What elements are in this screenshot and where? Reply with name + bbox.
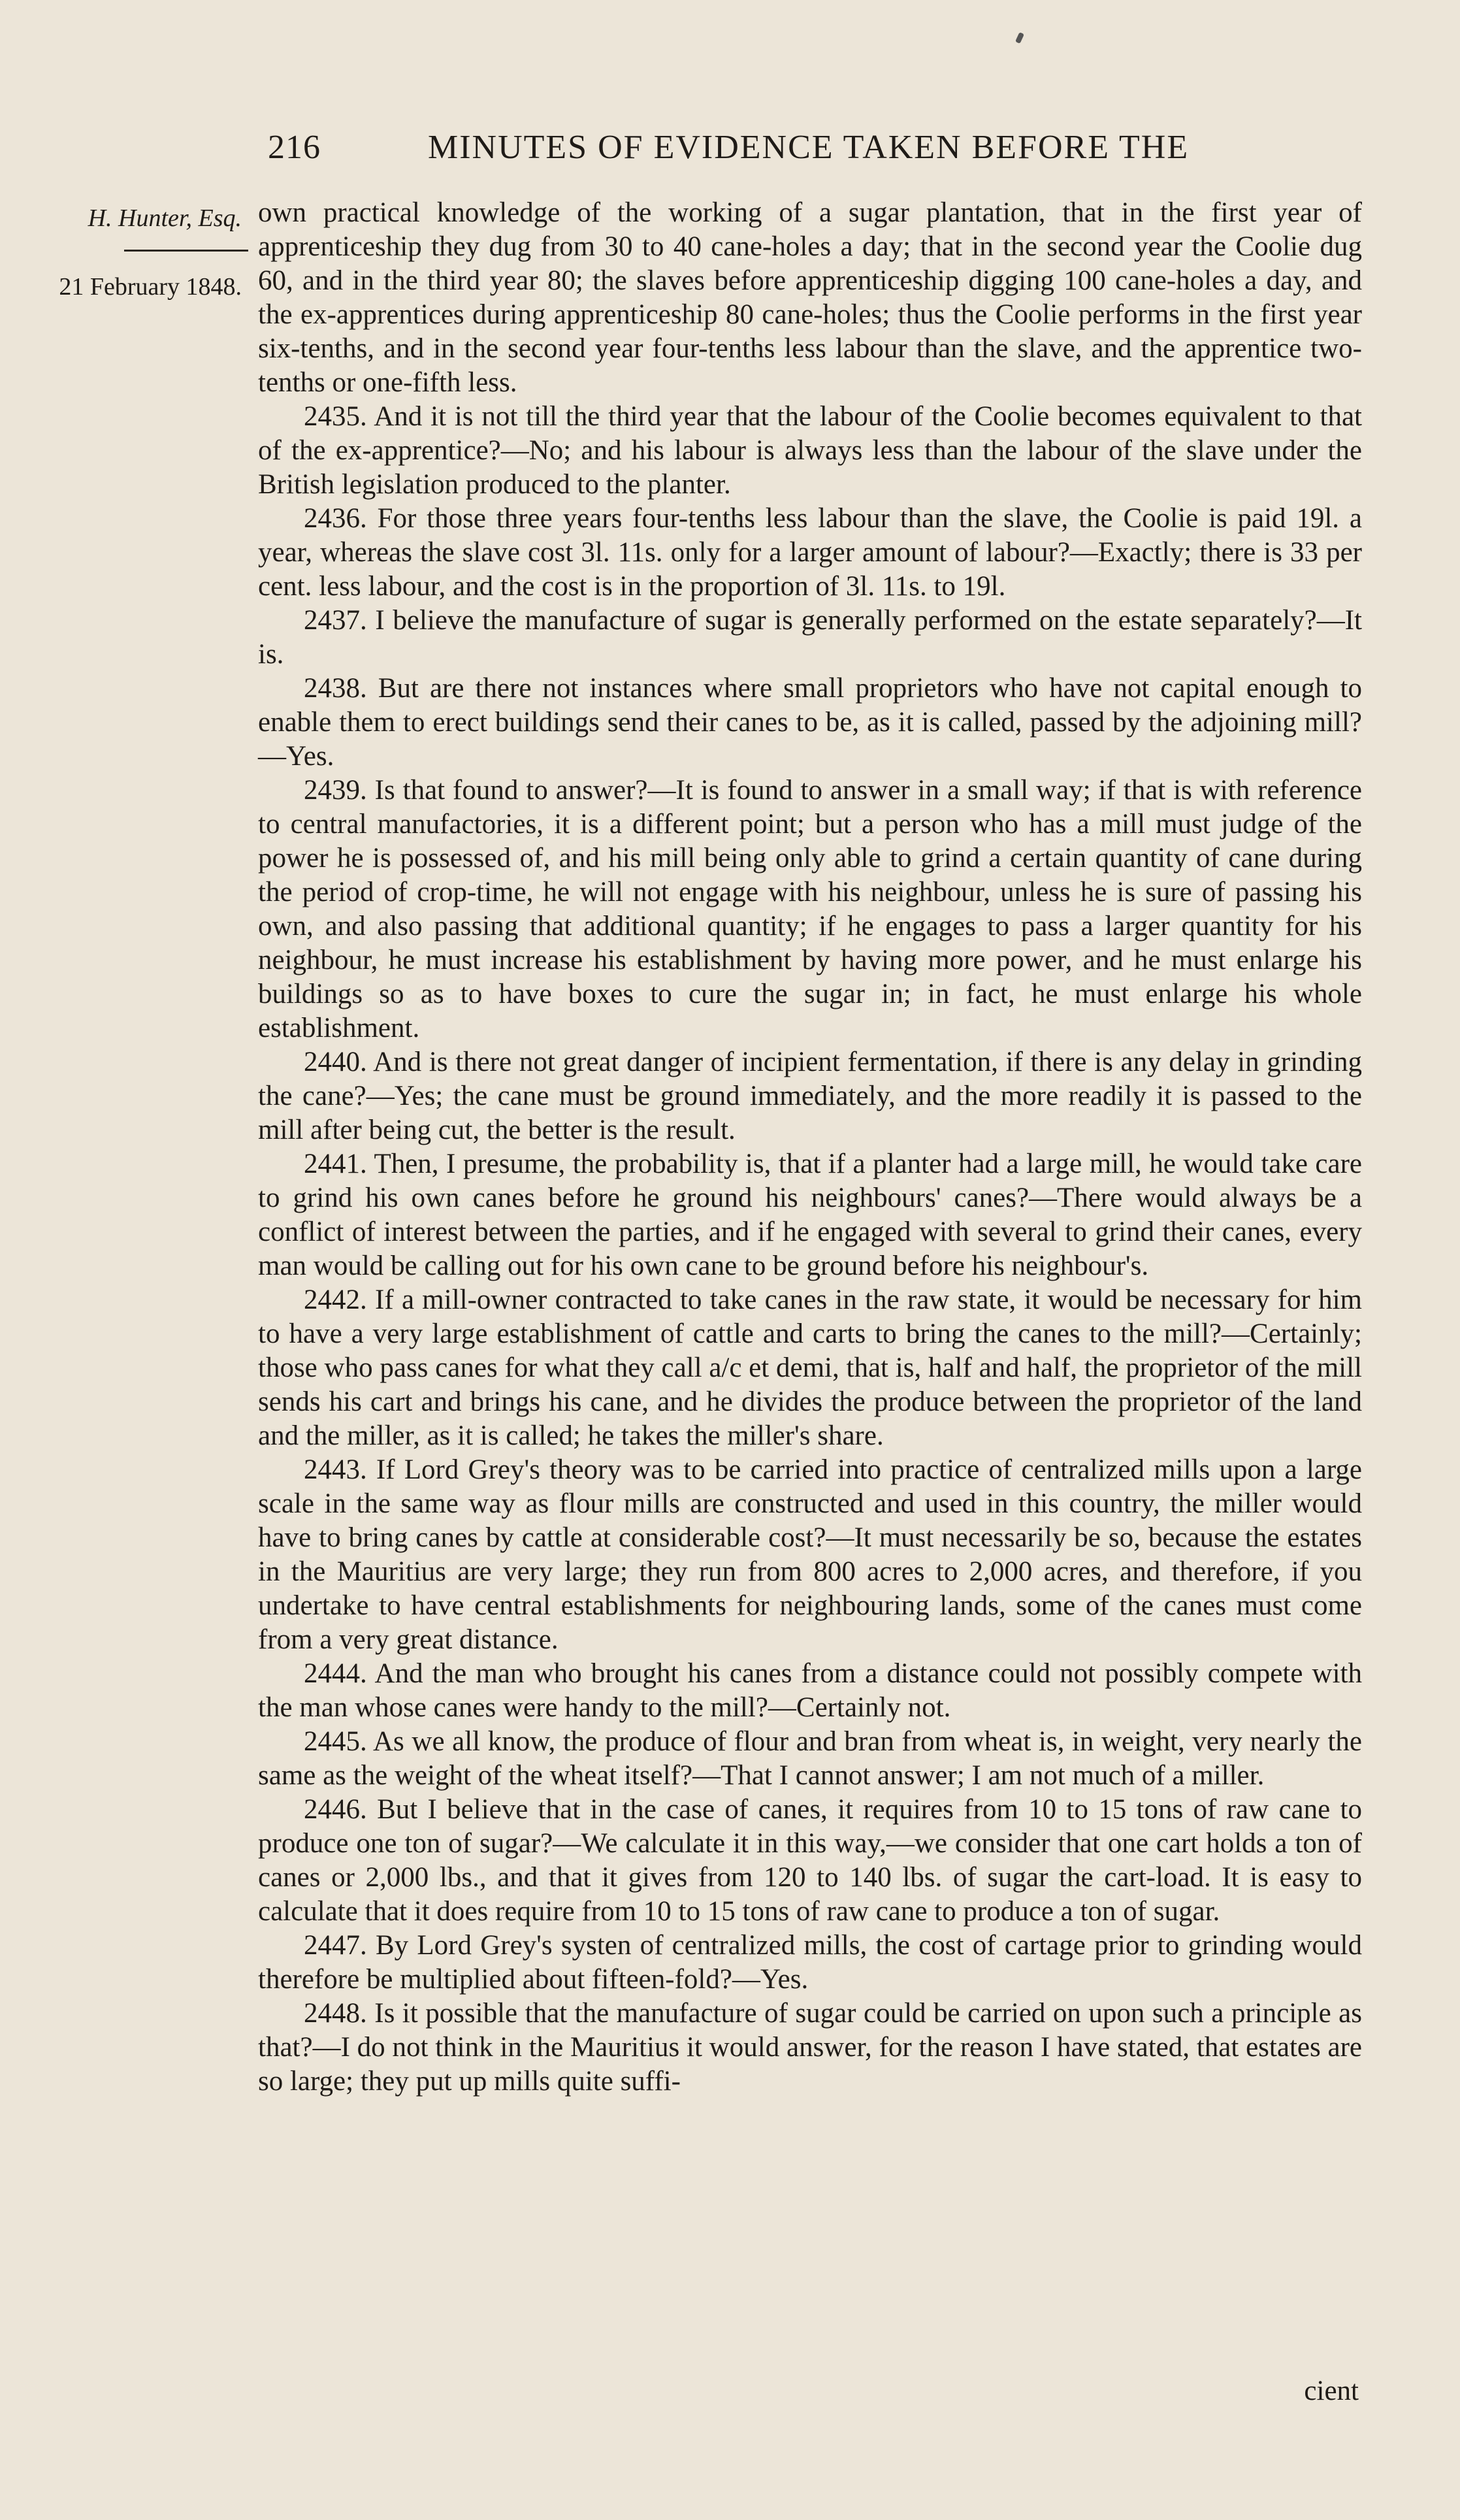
question-2443: 2443. If Lord Grey's theory was to be carried into practice of centralized mills upon a large scale in the same way as flour mills are constructed and used in this country, the miller would have to bring canes by cattle at considerable cost?—It must necessarily be so, because the estates in the Mauritius are very large; they run from 800 acres to 2,000 acres, and therefore, if you undertake to have central establishments for neighbouring lands, some of the canes must come from a very great distance. xyxy=(258,1454,1362,1655)
question-2439: 2439. Is that found to answer?—It is found to answer in a small way; if that is with reference to central manufactories, it is a different point; but a person who has a mill must judge of the power he is possessed of, and his mill being only able to grind a certain quantity of cane during the period of crop-time, he will not engage with his neighbour, unless he is sure of passing his own, and also passing that additional quantity; if he engages to pass a larger quantity for his neighbour, he must increase his establishment by having more power, and he must enlarge his buildings so as to have boxes to cure the sugar in; in fact, he must enlarge his whole establishment. xyxy=(258,775,1362,1043)
margin-rule xyxy=(124,250,248,252)
evidence-date: 21 February 1848. xyxy=(59,273,242,301)
question-2444: 2444. And the man who brought his canes from a distance could not possibly compete with the man whose canes were handy to the mill?—Certainly not. xyxy=(258,1658,1362,1723)
witness-name: H. Hunter, Esq. xyxy=(88,205,242,232)
ink-speck xyxy=(1015,32,1024,44)
running-title: MINUTES OF EVIDENCE TAKEN BEFORE THE xyxy=(428,129,1190,166)
question-2440: 2440. And is there not great danger of incipient fermentation, if there is any delay in grinding the cane?—Yes; the cane must be ground immediately, and the more readily it is passed to the mill after being cut, the better is the result. xyxy=(258,1047,1362,1145)
question-2442: 2442. If a mill-owner contracted to take canes in the raw state, it would be necessary for him to have a very large establishment of cattle and carts to bring the canes to the mill?—Certainly; those who pass canes for what they call a/c et demi, that is, half and half, the proprietor of the mill sends his cart and brings his cane, and he divides the produce between the proprietor of the land and the miller, as it is called; he takes the miller's share. xyxy=(258,1285,1362,1451)
question-2447: 2447. By Lord Grey's systen of centralized mills, the cost of cartage prior to grinding would therefore be multiplied about fifteen-fold?—Yes. xyxy=(258,1930,1362,1995)
question-2436: 2436. For those three years four-tenths less labour than the slave, the Coolie is paid 19l. a year, whereas the slave cost 3l. 11s. only for a larger amount of labour?—Exactly; there is 33 per cent. less labour, and the cost is in the proportion of 3l. 11s. to 19l. xyxy=(258,503,1362,602)
question-2437: 2437. I believe the manufacture of sugar is generally performed on the estate separately?—It is. xyxy=(258,605,1362,670)
running-header xyxy=(258,128,1369,174)
catchword: cient xyxy=(1304,2376,1359,2406)
question-2448: 2448. Is it possible that the manufacture of sugar could be carried on upon such a principle as that?—I do not think in the Mauritius it would answer, for the reason I have stated, that estates are so large; they put up mills quite suffi- xyxy=(258,1998,1362,2097)
body-text xyxy=(258,196,1362,2099)
page-number: 216 xyxy=(268,129,321,166)
question-2441: 2441. Then, I presume, the probability is, that if a planter had a large mill, he would take care to grind his own canes before he ground his neighbours' canes?—There would always be a conflict of interest between the parties, and if he engaged with several to grind their canes, every man would be calling out for his own cane to be ground before his neighbour's. xyxy=(258,1149,1362,1281)
question-2438: 2438. But are there not instances where small proprietors who have not capital enough to enable them to erect buildings send their canes to be, as it is called, passed by the adjoining mill?—Yes. xyxy=(258,673,1362,772)
paragraph: own practical knowledge of the working of a sugar plantation, that in the first year of apprenticeship they dug from 30 to 40 cane-holes a day; that in the second year the Coolie dug 60, and in the third year 80; the slaves before apprenticeship digging 100 cane-holes a day, and the ex-apprentices during apprenticeship 80 cane-holes; thus the Coolie performs in the first year six-tenths, and in the second year four-tenths less labour than the slave, and the apprentice two-tenths or one-fifth less. xyxy=(258,197,1362,398)
margin-note xyxy=(26,201,242,304)
question-2435: 2435. And it is not till the third year that the labour of the Coolie becomes equivalent to that of the ex-apprentice?—No; and his labour is always less than the labour of the slave under the British legislation produced to the planter. xyxy=(258,401,1362,500)
question-2445: 2445. As we all know, the produce of flour and bran from wheat is, in weight, very nearly the same as the weight of the wheat itself?—That I cannot answer; I am not much of a miller. xyxy=(258,1726,1362,1791)
question-2446: 2446. But I believe that in the case of canes, it requires from 10 to 15 tons of raw cane to produce one ton of sugar?—We calculate it in this way,—we consider that one cart holds a ton of canes or 2,000 lbs., and that it gives from 120 to 140 lbs. of sugar the cart-load. It is easy to calculate that it does require from 10 to 15 tons of raw cane to produce a ton of sugar. xyxy=(258,1794,1362,1927)
